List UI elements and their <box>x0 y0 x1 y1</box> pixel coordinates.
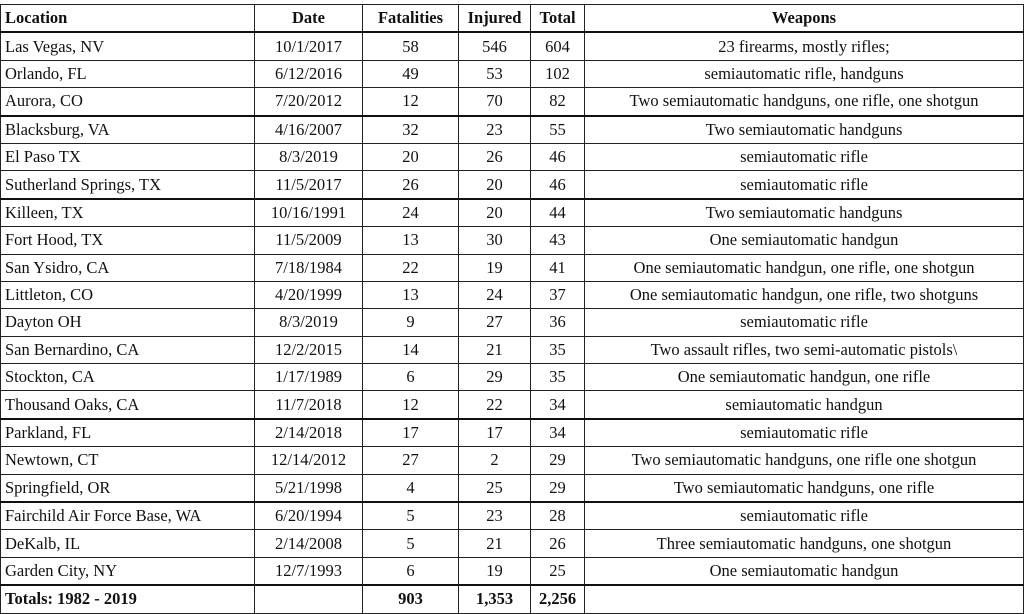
cell-injured: 24 <box>459 281 531 308</box>
cell-location: El Paso TX <box>1 143 255 170</box>
cell-weapons: Two semiautomatic handguns <box>585 199 1024 227</box>
cell-date: 10/1/2017 <box>255 32 363 60</box>
cell-location: Stockton, CA <box>1 364 255 391</box>
cell-date: 6/20/1994 <box>255 502 363 530</box>
cell-weapons: semiautomatic rifle <box>585 502 1024 530</box>
cell-weapons: One semiautomatic handgun <box>585 227 1024 254</box>
cell-date: 2/14/2008 <box>255 530 363 557</box>
table-row <box>1 227 1024 254</box>
cell-fatalities: 17 <box>363 419 459 447</box>
cell-injured: 29 <box>459 364 531 391</box>
cell-date: 7/20/2012 <box>255 88 363 116</box>
table-row <box>1 60 1024 87</box>
cell-location: Blacksburg, VA <box>1 116 255 144</box>
cell-location: Las Vegas, NV <box>1 32 255 60</box>
cell-location: Orlando, FL <box>1 60 255 87</box>
cell-fatalities: 5 <box>363 502 459 530</box>
cell-injured: 21 <box>459 336 531 363</box>
cell-location: Killeen, TX <box>1 199 255 227</box>
cell-injured: 23 <box>459 116 531 144</box>
cell-injured: 546 <box>459 32 531 60</box>
totals-row <box>1 585 1024 613</box>
cell-weapons: Two semiautomatic handguns, one rifle, one shotgun <box>585 88 1024 116</box>
cell-total: 604 <box>531 32 585 60</box>
cell-injured: 53 <box>459 60 531 87</box>
cell-fatalities: 12 <box>363 391 459 419</box>
totals-total: 2,256 <box>531 585 585 613</box>
cell-fatalities: 49 <box>363 60 459 87</box>
cell-total: 28 <box>531 502 585 530</box>
cell-total: 36 <box>531 309 585 336</box>
totals-weapons-empty <box>585 585 1024 613</box>
cell-date: 7/18/1984 <box>255 254 363 281</box>
cell-fatalities: 6 <box>363 364 459 391</box>
cell-injured: 25 <box>459 474 531 502</box>
cell-injured: 17 <box>459 419 531 447</box>
cell-fatalities: 4 <box>363 474 459 502</box>
totals-date-empty <box>255 585 363 613</box>
cell-fatalities: 24 <box>363 199 459 227</box>
header-weapons: Weapons <box>585 5 1024 33</box>
cell-fatalities: 6 <box>363 557 459 585</box>
cell-weapons: One semiautomatic handgun <box>585 557 1024 585</box>
cell-injured: 26 <box>459 143 531 170</box>
table-header-row <box>1 5 1024 33</box>
cell-date: 2/14/2018 <box>255 419 363 447</box>
cell-fatalities: 22 <box>363 254 459 281</box>
cell-date: 11/7/2018 <box>255 391 363 419</box>
cell-date: 1/17/1989 <box>255 364 363 391</box>
cell-injured: 70 <box>459 88 531 116</box>
cell-weapons: One semiautomatic handgun, one rifle, one shotgun <box>585 254 1024 281</box>
cell-weapons: One semiautomatic handgun, one rifle <box>585 364 1024 391</box>
cell-total: 37 <box>531 281 585 308</box>
header-date: Date <box>255 5 363 33</box>
cell-date: 8/3/2019 <box>255 143 363 170</box>
cell-fatalities: 12 <box>363 88 459 116</box>
table-row <box>1 32 1024 60</box>
cell-location: Sutherland Springs, TX <box>1 171 255 199</box>
cell-location: Garden City, NY <box>1 557 255 585</box>
cell-fatalities: 20 <box>363 143 459 170</box>
cell-fatalities: 58 <box>363 32 459 60</box>
mass-shootings-table-container <box>0 4 1023 614</box>
cell-location: San Bernardino, CA <box>1 336 255 363</box>
cell-total: 82 <box>531 88 585 116</box>
table-row <box>1 171 1024 199</box>
cell-weapons: Three semiautomatic handguns, one shotgun <box>585 530 1024 557</box>
table-row <box>1 391 1024 419</box>
cell-location: DeKalb, IL <box>1 530 255 557</box>
table-row <box>1 530 1024 557</box>
cell-injured: 2 <box>459 447 531 474</box>
cell-injured: 30 <box>459 227 531 254</box>
cell-fatalities: 32 <box>363 116 459 144</box>
cell-date: 11/5/2017 <box>255 171 363 199</box>
cell-total: 35 <box>531 336 585 363</box>
cell-total: 26 <box>531 530 585 557</box>
cell-date: 12/7/1993 <box>255 557 363 585</box>
cell-location: Dayton OH <box>1 309 255 336</box>
cell-weapons: One semiautomatic handgun, one rifle, two shotguns <box>585 281 1024 308</box>
cell-location: Thousand Oaks, CA <box>1 391 255 419</box>
cell-fatalities: 13 <box>363 227 459 254</box>
cell-location: Aurora, CO <box>1 88 255 116</box>
table-row <box>1 336 1024 363</box>
table-body <box>1 32 1024 585</box>
header-fatalities: Fatalities <box>363 5 459 33</box>
table-row <box>1 557 1024 585</box>
cell-weapons: semiautomatic rifle <box>585 171 1024 199</box>
cell-total: 34 <box>531 391 585 419</box>
cell-injured: 21 <box>459 530 531 557</box>
cell-fatalities: 14 <box>363 336 459 363</box>
cell-injured: 23 <box>459 502 531 530</box>
cell-total: 35 <box>531 364 585 391</box>
cell-injured: 19 <box>459 557 531 585</box>
cell-weapons: semiautomatic handgun <box>585 391 1024 419</box>
table-row <box>1 364 1024 391</box>
cell-injured: 22 <box>459 391 531 419</box>
cell-total: 29 <box>531 447 585 474</box>
table-row <box>1 474 1024 502</box>
cell-total: 44 <box>531 199 585 227</box>
cell-weapons: semiautomatic rifle, handguns <box>585 60 1024 87</box>
cell-weapons: Two semiautomatic handguns, one rifle one shotgun <box>585 447 1024 474</box>
cell-fatalities: 27 <box>363 447 459 474</box>
cell-injured: 19 <box>459 254 531 281</box>
cell-fatalities: 9 <box>363 309 459 336</box>
cell-weapons: 23 firearms, mostly rifles; <box>585 32 1024 60</box>
mass-shootings-table <box>0 4 1024 614</box>
cell-weapons: Two assault rifles, two semi-automatic pistols\ <box>585 336 1024 363</box>
table-row <box>1 88 1024 116</box>
cell-location: Springfield, OR <box>1 474 255 502</box>
cell-fatalities: 26 <box>363 171 459 199</box>
cell-location: Littleton, CO <box>1 281 255 308</box>
cell-weapons: semiautomatic rifle <box>585 419 1024 447</box>
cell-date: 5/21/1998 <box>255 474 363 502</box>
cell-date: 12/2/2015 <box>255 336 363 363</box>
cell-total: 25 <box>531 557 585 585</box>
totals-injured: 1,353 <box>459 585 531 613</box>
table-row <box>1 419 1024 447</box>
cell-date: 11/5/2009 <box>255 227 363 254</box>
cell-date: 6/12/2016 <box>255 60 363 87</box>
totals-label: Totals: 1982 - 2019 <box>1 585 255 613</box>
header-total: Total <box>531 5 585 33</box>
cell-total: 43 <box>531 227 585 254</box>
cell-date: 8/3/2019 <box>255 309 363 336</box>
cell-weapons: semiautomatic rifle <box>585 143 1024 170</box>
cell-injured: 27 <box>459 309 531 336</box>
cell-total: 41 <box>531 254 585 281</box>
table-row <box>1 116 1024 144</box>
cell-total: 46 <box>531 171 585 199</box>
header-location: Location <box>1 5 255 33</box>
cell-total: 46 <box>531 143 585 170</box>
cell-location: San Ysidro, CA <box>1 254 255 281</box>
header-injured: Injured <box>459 5 531 33</box>
cell-date: 10/16/1991 <box>255 199 363 227</box>
cell-location: Parkland, FL <box>1 419 255 447</box>
cell-total: 55 <box>531 116 585 144</box>
totals-fatalities: 903 <box>363 585 459 613</box>
cell-injured: 20 <box>459 171 531 199</box>
cell-location: Fairchild Air Force Base, WA <box>1 502 255 530</box>
table-row <box>1 502 1024 530</box>
cell-location: Fort Hood, TX <box>1 227 255 254</box>
cell-total: 102 <box>531 60 585 87</box>
table-row <box>1 143 1024 170</box>
cell-injured: 20 <box>459 199 531 227</box>
cell-location: Newtown, CT <box>1 447 255 474</box>
cell-total: 29 <box>531 474 585 502</box>
table-row <box>1 447 1024 474</box>
cell-weapons: Two semiautomatic handguns, one rifle <box>585 474 1024 502</box>
table-row <box>1 309 1024 336</box>
table-row <box>1 199 1024 227</box>
cell-weapons: semiautomatic rifle <box>585 309 1024 336</box>
cell-fatalities: 5 <box>363 530 459 557</box>
cell-weapons: Two semiautomatic handguns <box>585 116 1024 144</box>
table-row <box>1 281 1024 308</box>
cell-total: 34 <box>531 419 585 447</box>
cell-date: 4/16/2007 <box>255 116 363 144</box>
cell-fatalities: 13 <box>363 281 459 308</box>
cell-date: 12/14/2012 <box>255 447 363 474</box>
cell-date: 4/20/1999 <box>255 281 363 308</box>
table-row <box>1 254 1024 281</box>
